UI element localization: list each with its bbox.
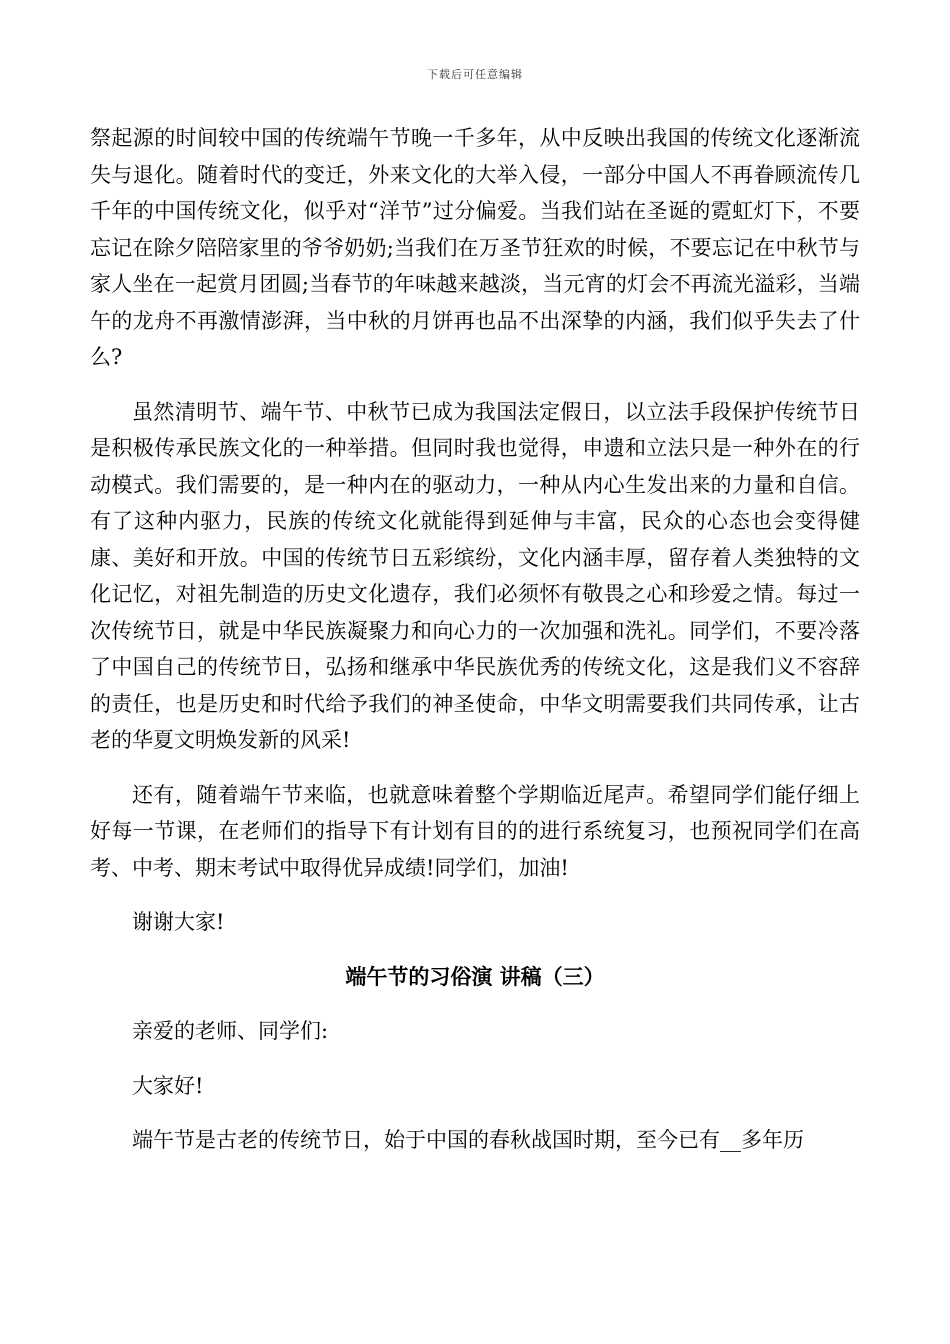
page-header-note: 下载后可任意编辑 xyxy=(427,68,523,81)
salutation: 亲爱的老师、同学们: xyxy=(132,1019,329,1043)
section-title: 端午节的习俗演 讲稿（三） xyxy=(345,964,605,989)
document-body xyxy=(90,120,860,1177)
paragraph-thanks: 谢谢大家! xyxy=(132,910,225,934)
greeting: 大家好! xyxy=(132,1073,204,1098)
paragraph-intro: 端午节是古老的传统节日，始于中国的春秋战国时期，至今已有__多年历 xyxy=(132,1128,804,1152)
paragraph-1: 祭起源的时间较中国的传统端午节晚一千多年，从中反映出我国的传统文化逐渐流失与退化。随着时代的变迁，外来文化的大举入侵，一部分中国人不再眷顾流传几千年的中国传统文化，似乎对“洋节”过分偏爱。当我们站在圣诞的霓虹灯下，不要忘记在除夕陪陪家里的爷爷奶奶;当我们在万圣节狂欢的时候，不要忘记在中秋节与家人坐在一起赏月团圆;当春节的年味越来越淡，当元宵的灯会不再流光溢彩，当端午的龙舟不再激情澎湃，当中秋的月饼再也品不出深挚的内涵，我们似乎失去了什么? xyxy=(90,126,860,369)
paragraph-3: 还有，随着端午节来临，也就意味着整个学期临近尾声。希望同学们能仔细上好每一节课，在老师们的指导下有计划有目的的进行系统复习，也预祝同学们在高考、中考、期末考试中取得优异成绩!同学们，加油! xyxy=(90,782,860,880)
paragraph-2: 虽然清明节、端午节、中秋节已成为我国法定假日，以立法手段保护传统节日是积极传承民族文化的一种举措。但同时我也觉得，申遗和立法只是一种外在的行动模式。我们需要的，是一种内在的驱动力，一种从内心生发出来的力量和自信。有了这种内驱力，民族的传统文化就能得到延伸与丰富，民众的心态也会变得健康、美好和开放。中国的传统节日五彩缤纷，文化内涵丰厚，留存着人类独特的文化记忆，对祖先制造的历史文化遗存，我们必须怀有敬畏之心和珍爱之情。每过一次传统节日，就是中华民族凝聚力和向心力的一次加强和洗礼。同学们，不要冷落了中国自己的传统节日，弘扬和继承中华民族优秀的传统文化，这是我们义不容辞的责任，也是历史和时代给予我们的神圣使命，中华文明需要我们共同传承，让古老的华夏文明焕发新的风采! xyxy=(90,399,860,752)
